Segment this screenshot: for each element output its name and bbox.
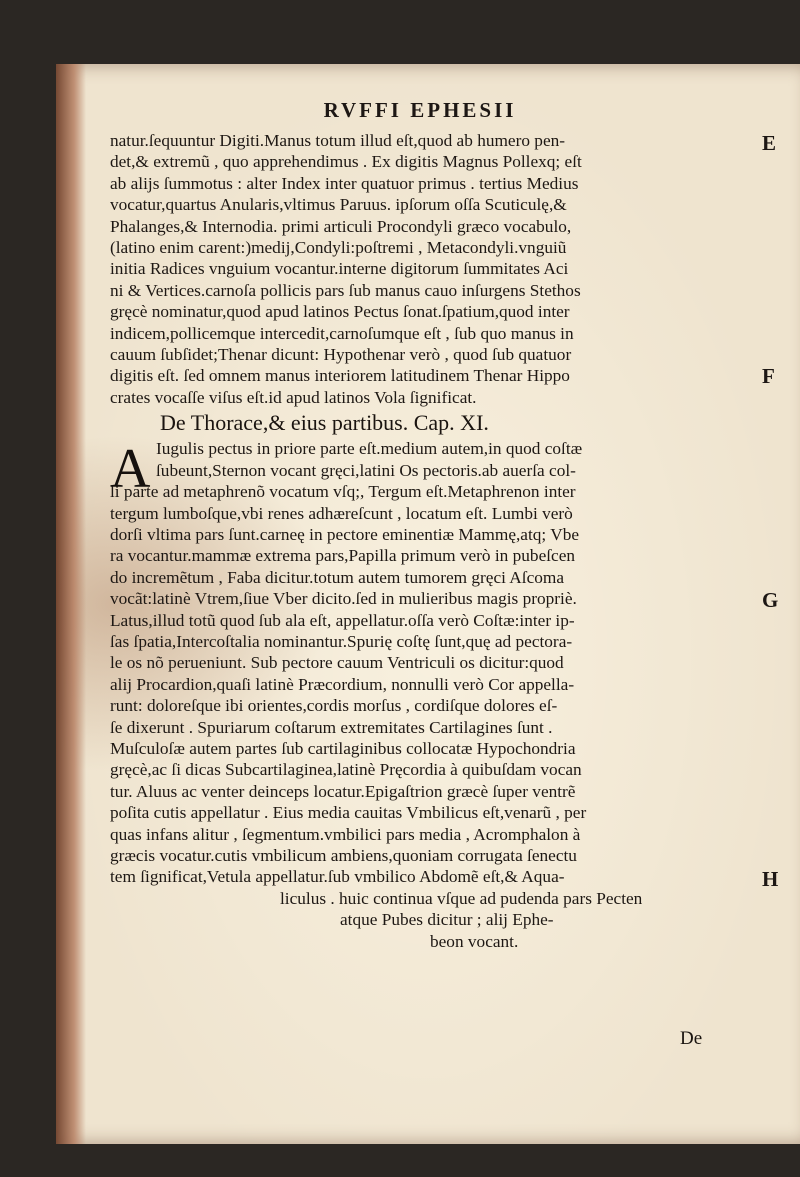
text-line: atque Pubes dicitur ; alij Ephe- bbox=[340, 910, 554, 930]
text-line: initia Radices vnguium vocantur.interne digitorum ſummitates Aci bbox=[110, 259, 569, 279]
text-line: gręcè,ac ſi dicas Subcartilaginea,latinè Pręcordia à quibuſdam vocan bbox=[110, 760, 582, 780]
text-line: le os nõ perueniunt. Sub pectore cauum Ventriculi os dicitur:quod bbox=[110, 653, 564, 673]
text-line: Phalanges,& Internodia. primi articuli Procondyli græco vocabulo, bbox=[110, 216, 572, 236]
text-line: græcis vocatur.cutis vmbilicum ambiens,quoniam corrugata ſenectu bbox=[110, 846, 577, 865]
text-line: crates vocaſſe viſus eſt.id apud latinos Vola ſignificat. bbox=[110, 387, 477, 407]
text-line: ſas ſpatia,Intercoſtalia nominantur.Spurię coſtę ſunt,quę ad pectora- bbox=[110, 631, 573, 651]
drop-cap: A bbox=[110, 438, 151, 501]
text-line: ni & Vertices.carnoſa pollicis pars ſub manus cauo inſurgens Stethos bbox=[110, 280, 581, 300]
text-line: cauum ſubſidet;Thenar dicunt: Hypothenar verò , quod ſub quatuor bbox=[110, 345, 572, 365]
text-line: tur. Aluus ac venter deinceps locatur.Epigaſtrion græcè ſuper ventrẽ bbox=[110, 781, 576, 801]
body-paragraph bbox=[110, 481, 750, 888]
tail-paragraph bbox=[110, 888, 750, 952]
text-line: poſita cutis appellatur . Eius media cauitas Vmbilicus eſt,venarũ , per bbox=[110, 803, 587, 823]
text-line: li parte ad metaphrenõ vocatum vſq;, Tergum eſt.Metaphrenon inter bbox=[110, 482, 576, 502]
text-line: digitis eſt. ſed omnem manus interiorem latitudinem Thenar Hippo bbox=[110, 366, 570, 386]
section-heading: De Thorace,& eius partibus. Cap. XI. bbox=[160, 410, 489, 436]
running-head: RVFFI EPHESII bbox=[323, 98, 517, 122]
text-line: liculus . huic continua vſque ad pudenda pars Pecten bbox=[280, 888, 643, 908]
text-line: det,& extremũ , quo apprehendimus . Ex digitis Magnus Pollexq; eſt bbox=[110, 152, 582, 172]
text-line: indicem,pollicemque intercedit,carnoſumque eſt , ſub quo manus in bbox=[110, 323, 574, 343]
text-line: natur.ſequuntur Digiti.Manus totum illud eſt,quod ab humero pen- bbox=[110, 131, 566, 150]
margin-letter-e: E bbox=[762, 131, 777, 155]
text-line: vocatur,quartus Anularis,vltimus Paruus. ipſorum oſſa Scuticulę,& bbox=[110, 195, 567, 215]
text-line: vocãt:latinè Vtrem,ſiue Vber dicito.ſed in mulieribus magis propriè. bbox=[110, 589, 577, 609]
margin-letter-h: H bbox=[762, 867, 779, 891]
catchword: De bbox=[680, 1028, 703, 1049]
top-paragraph bbox=[110, 130, 750, 408]
text-line: beon vocant. bbox=[430, 931, 519, 951]
text-line: gręcè nominatur,quod apud latinos Pectus ſonat.ſpatium,quod inter bbox=[110, 302, 570, 322]
text-block bbox=[110, 130, 750, 952]
text-line: Muſculoſæ autem partes ſub cartilaginibus collocatæ Hypochondria bbox=[110, 738, 576, 758]
text-line: Latus,illud totũ quod ſub ala eſt, appellatur.oſſa verò Coſtæ:inter ip- bbox=[110, 610, 575, 630]
text-line: tem ſignificat,Vetula appellatur.ſub vmbilico Abdomẽ eſt,& Aqua- bbox=[110, 867, 565, 887]
text-line: dorſi vltima pars ſunt.carneę in pectore eminentiæ Mammę,atq; Vbe bbox=[110, 524, 580, 544]
text-line: runt: doloreſque ibi orientes,cordis morſus , cordiſque dolores eſ- bbox=[110, 696, 558, 716]
text-line: Iugulis pectus in priore parte eſt.medium autem,in quod coſtæ bbox=[156, 439, 583, 459]
text-line: ra vocantur.mammæ extrema pars,Papilla primum verò in pubeſcen bbox=[110, 546, 576, 566]
text-line: ab alijs ſummotus : alter Index inter quatuor primus . tertius Medius bbox=[110, 173, 579, 193]
text-line: ſubeunt,Sternon vocant gręci,latini Os pectoris.ab auerſa col- bbox=[156, 460, 576, 480]
margin-letter-f: F bbox=[762, 364, 775, 388]
text-line: ſe dixerunt . Spuriarum coſtarum extremitates Cartilagines ſunt . bbox=[110, 717, 553, 737]
text-line: tergum lumboſque,vbi renes adhæreſcunt , locatum eſt. Lumbi verò bbox=[110, 503, 573, 523]
text-line: quas infans alitur , ſegmentum.vmbilici pars media , Acromphalon à bbox=[110, 824, 581, 844]
margin-letter-g: G bbox=[762, 588, 779, 612]
text-line: do incremẽtum , Faba dicitur.totum autem tumorem gręci Aſcoma bbox=[110, 567, 564, 587]
text-line: alij Procardion,quaſi latinè Præcordium, nonnulli verò Cor appella- bbox=[110, 674, 575, 694]
page-binding-edge bbox=[56, 64, 86, 1144]
text-line: (latino enim carent:)medij,Condyli:poſtremi , Metacondyli.vnguiũ bbox=[110, 238, 567, 258]
